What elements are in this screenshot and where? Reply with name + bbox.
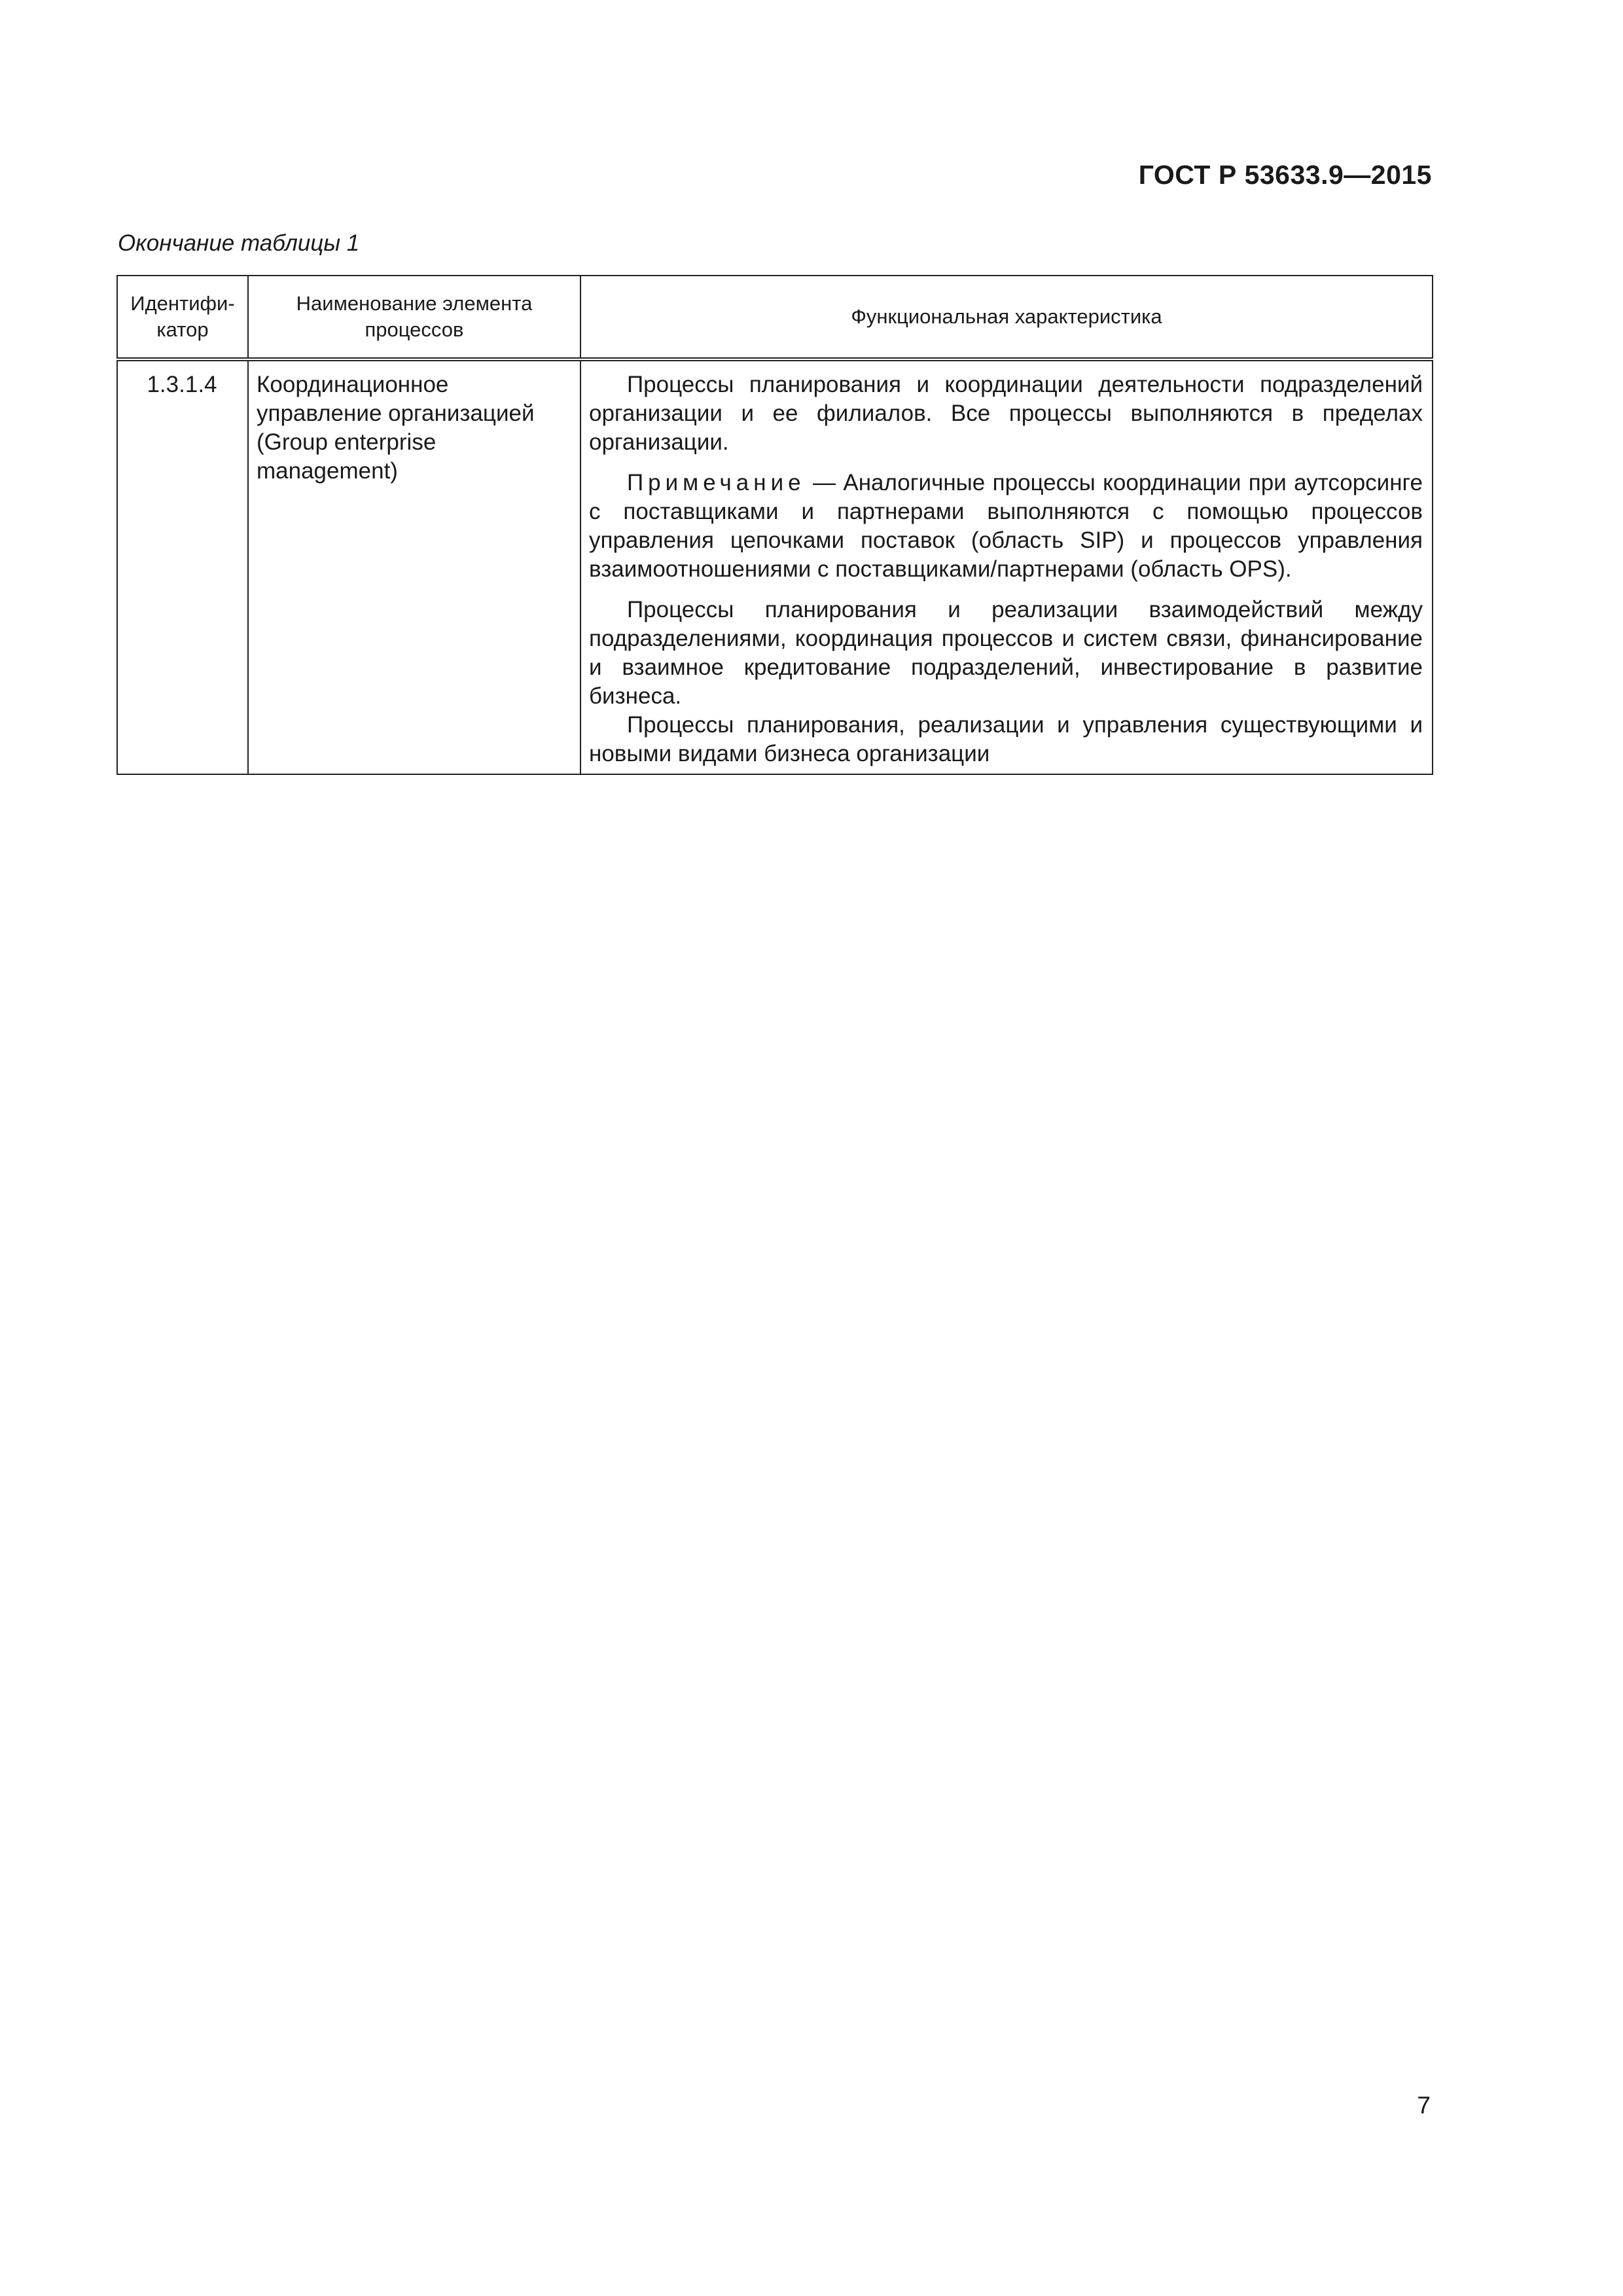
description-paragraph-1: Процессы планирования и координации деятельности подразделений организации и ее филиалов. Все процессы выполняются в пределах организации. [589, 372, 1423, 455]
note-text: — Аналогичные процессы координации при аутсорсинге с поставщиками и партнерами выполняются с помощью процессов управления цепочками поставок (область SIP) и процессов управления взаимоотношениями с поставщиками/партнерами (область OPS). [589, 470, 1423, 582]
description-paragraph-3: Процессы планирования, реализации и управления существующими и новыми видами бизнеса организации [589, 712, 1423, 766]
table-header-row [117, 276, 1433, 359]
column-header-name-line1: Наименование элемента [296, 292, 533, 315]
table-caption: Окончание таблицы 1 [118, 230, 360, 256]
column-header-name-line2: процессов [365, 318, 464, 341]
column-header-identifier-line1: Идентифи- [130, 292, 235, 315]
process-table [116, 275, 1433, 775]
description-paragraph-2: Процессы планирования и реализации взаимодействий между подразделениями, координация процессов и систем связи, финансирование и взаимное кредитование подразделений, инвестирование в развитие бизнеса. [589, 597, 1423, 709]
column-header-identifier [117, 276, 248, 359]
row-description [580, 359, 1433, 774]
row-identifier: 1.3.1.4 [117, 359, 248, 774]
column-header-description: Функциональная характеристика [580, 276, 1433, 359]
page-number: 7 [1417, 2092, 1431, 2119]
column-header-identifier-line2: катор [156, 318, 209, 341]
row-element-name: Координационное управление организацией (Group enterprise management) [248, 359, 580, 774]
table-row [117, 359, 1433, 774]
document-header: ГОСТ Р 53633.9—2015 [1138, 160, 1432, 190]
description-note [589, 469, 1423, 584]
column-header-name [248, 276, 580, 359]
note-label: Примечание [627, 470, 806, 495]
